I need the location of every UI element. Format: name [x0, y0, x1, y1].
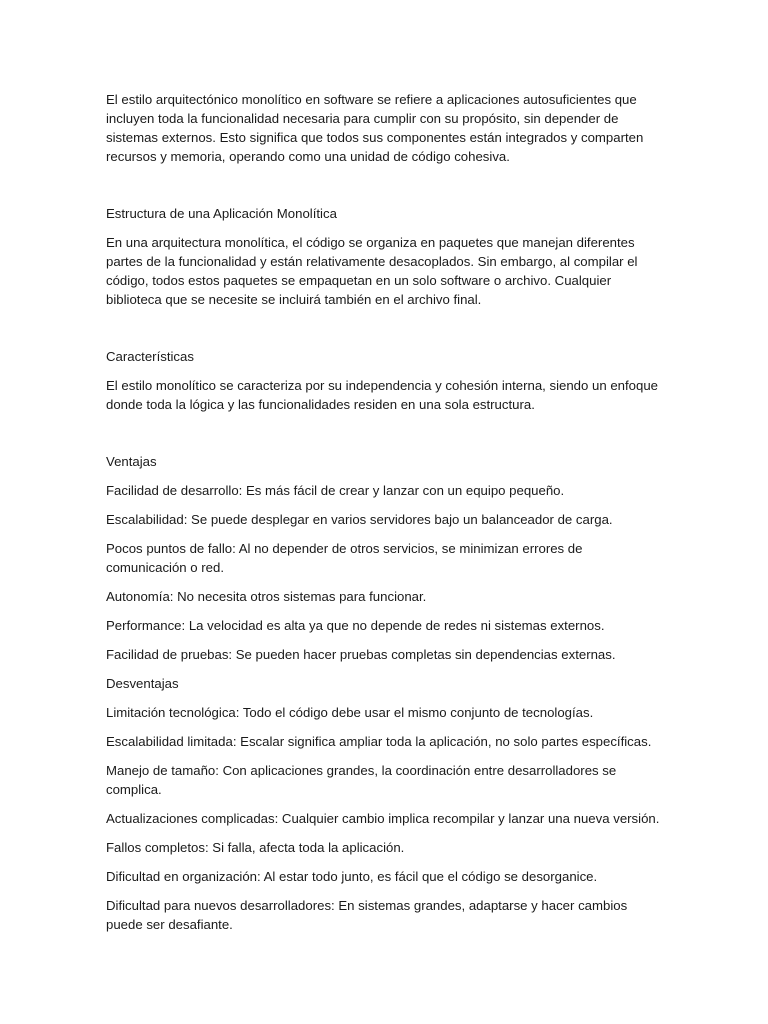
- intro-paragraph: El estilo arquitectónico monolítico en software se refiere a aplicaciones autosuficientes que incluyen toda la funcionalidad necesaria para cumplir con su propósito, sin depender de sistemas externos. Esto significa que todos sus componentes están integrados y comparten recursos y memoria, operando como una unidad de código cohesiva.: [106, 92, 644, 164]
- desventaja-item: Manejo de tamaño: Con aplicaciones grandes, la coordinación entre desarrolladores se complica.: [106, 763, 617, 797]
- desventaja-item: Dificultad en organización: Al estar todo junto, es fácil que el código se desorganice.: [106, 869, 598, 884]
- spacer: [106, 176, 666, 204]
- desventaja-item: Limitación tecnológica: Todo el código debe usar el mismo conjunto de tecnologías.: [106, 705, 594, 720]
- desventaja-item: Escalabilidad limitada: Escalar significa ampliar toda la aplicación, no solo partes específicas.: [106, 734, 652, 749]
- spacer: [106, 319, 666, 347]
- ventaja-item: Autonomía: No necesita otros sistemas para funcionar.: [106, 589, 427, 604]
- ventaja-item: Pocos puntos de fallo: Al no depender de otros servicios, se minimizan errores de comunicación o red.: [106, 541, 583, 575]
- section-heading-caracteristicas: Características: [106, 349, 194, 364]
- section-heading-estructura: Estructura de una Aplicación Monolítica: [106, 206, 337, 221]
- document-page: [106, 90, 666, 944]
- ventaja-item: Facilidad de pruebas: Se pueden hacer pruebas completas sin dependencias externas.: [106, 647, 616, 662]
- desventaja-item: Actualizaciones complicadas: Cualquier cambio implica recompilar y lanzar una nueva versión.: [106, 811, 660, 826]
- desventaja-item: Dificultad para nuevos desarrolladores: En sistemas grandes, adaptarse y hacer cambios puede ser desafiante.: [106, 898, 628, 932]
- section-heading-ventajas: Ventajas: [106, 454, 157, 469]
- section-body-estructura: En una arquitectura monolítica, el código se organiza en paquetes que manejan diferentes partes de la funcionalidad y están relativamente desacoplados. Sin embargo, al compilar el código, todos estos paquetes se empaquetan en un solo software o archivo. Cualquier biblioteca que se necesite se incluirá también en el archivo final.: [106, 235, 638, 307]
- section-body-caracteristicas: El estilo monolítico se caracteriza por su independencia y cohesión interna, siendo un enfoque donde toda la lógica y las funcionalidades residen en una sola estructura.: [106, 378, 659, 412]
- section-heading-desventajas: Desventajas: [106, 676, 179, 691]
- ventaja-item: Facilidad de desarrollo: Es más fácil de crear y lanzar con un equipo pequeño.: [106, 483, 565, 498]
- ventaja-item: Performance: La velocidad es alta ya que no depende de redes ni sistemas externos.: [106, 618, 605, 633]
- desventaja-item: Fallos completos: Si falla, afecta toda la aplicación.: [106, 840, 405, 855]
- ventaja-item: Escalabilidad: Se puede desplegar en varios servidores bajo un balanceador de carga.: [106, 512, 613, 527]
- spacer: [106, 424, 666, 452]
